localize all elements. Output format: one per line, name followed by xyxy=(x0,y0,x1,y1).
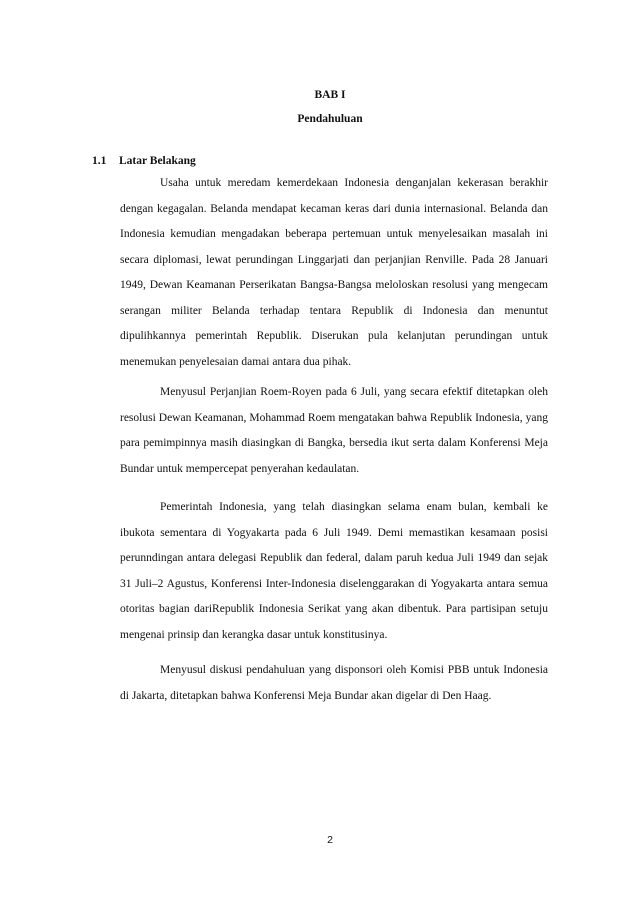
chapter-title: Pendahuluan xyxy=(297,113,363,125)
section-number: 1.1 xyxy=(92,155,107,167)
paragraph-1: Usaha untuk meredam kemerdekaan Indonesia denganjalan kekerasan berakhir dengan kegagalan. Belanda mendapat kecaman keras dari dunia internasional. Belanda dan Indonesia kemudian mengadakan beberapa pertemuan untuk menyelesaikan masalah ini secara diplomasi, lewat perundingan Linggarjati dan perjanjian Renville. Pada 28 Januari 1949, Dewan Keamanan Perserikatan Bangsa-Bangsa meloloskan resolusi yang mengecam serangan militer Belanda terhadap tentara Republik di Indonesia dan menuntut dipulihkannya pemerintah Republik. Diserukan pula kelanjutan perundingan untuk menemukan penyelesaian damai antara dua pihak. xyxy=(120,177,548,368)
section-heading xyxy=(92,155,196,167)
paragraph-3: Pemerintah Indonesia, yang telah diasingkan selama enam bulan, kembali ke ibukota sementara di Yogyakarta pada 6 Juli 1949. Demi memastikan kesamaan posisi perunndingan antara delegasi Republik dan federal, dalam paruh kedua Juli 1949 dan sejak 31 Juli–2 Agustus, Konferensi Inter-Indonesia diselenggarakan di Yogyakarta antara semua otoritas bagian dariRepublik Indonesia Serikat yang akan dibentuk. Para partisipan setuju mengenai prinsip dan kerangka dasar untuk konstitusinya. xyxy=(120,501,548,641)
paragraph-4: Menyusul diskusi pendahuluan yang disponsori oleh Komisi PBB untuk Indonesia di Jakarta, ditetapkan bahwa Konferensi Meja Bundar akan digelar di Den Haag. xyxy=(120,664,548,702)
paragraph-2: Menyusul Perjanjian Roem-Royen pada 6 Juli, yang secara efektif ditetapkan oleh resolusi Dewan Keamanan, Mohammad Roem mengatakan bahwa Republik Indonesia, yang para pemimpinnya masih diasingkan di Bangka, bersedia ikut serta dalam Konferensi Meja Bundar untuk mempercepat penyerahan kedaulatan. xyxy=(120,386,548,475)
chapter-heading: BAB I xyxy=(314,89,346,101)
page-number: 2 xyxy=(327,834,333,846)
section-title: Latar Belakang xyxy=(119,155,196,167)
